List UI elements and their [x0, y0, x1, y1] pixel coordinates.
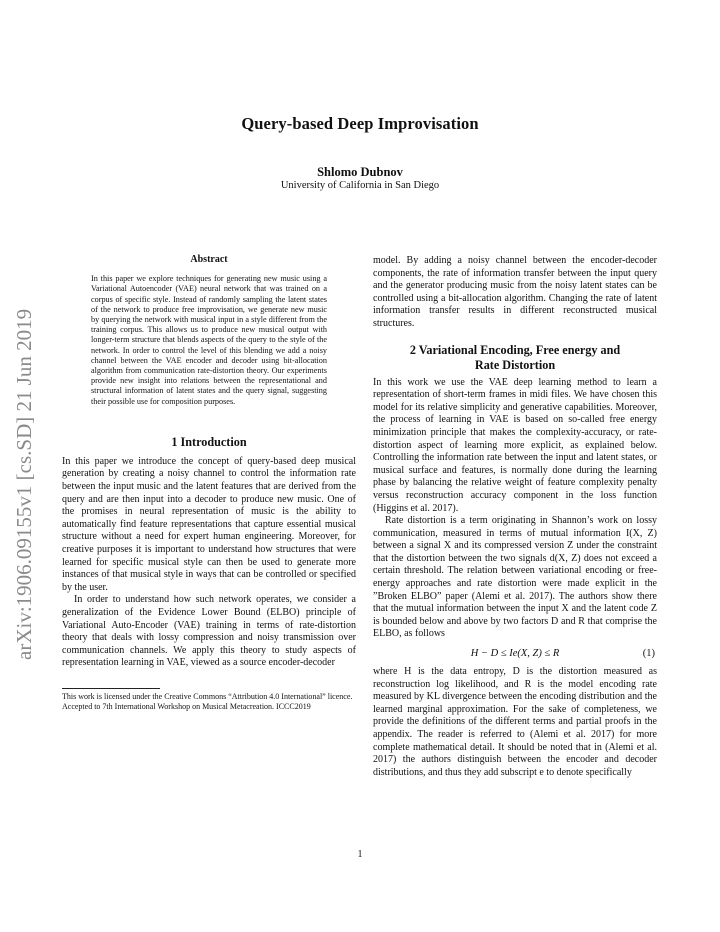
- paper-title: Query-based Deep Improvisation: [241, 114, 479, 133]
- abstract-text: In this paper we explore techniques for generating new music using a Variational Autoencoder (VAE) neural network that was trained on a corpus of specific style. Instead of randomly sampling the latent states of the network to produce free improvisation, we generate new music by querying the network with musical input in a style different from the training corpus. This allows us to produce new musical output with longer-term structure that blends aspects of the query to the style of the network. In order to control the level of this blending we add a noisy channel between the VAE encoder and decoder using bit-allocation algorithm from communication rate-distortion theory. Our experiments provide new insight into relations between the representational and structural information of latent states and the query signal, suggesting their possible use for composition purposes.: [91, 274, 327, 406]
- left-column: [62, 255, 356, 712]
- intro-paragraph-2: In order to understand how such network operates, we consider a generalization of the Evidence Lower Bound (ELBO) principle of Variational Auto-Encoder (VAE) training in terms of rate-distortion theory that deals with lossy compression and noisy transmission over communication channels. We apply this theory to study aspects of representation learning in VAE, viewed as a source encoder-decoder: [62, 594, 356, 669]
- section-2-paragraph-1: In this work we use the VAE deep learning method to learn a representation of short-term frames in midi files. We have chosen this model for its relative simplicity and generative capabilities. Moreover, the process of learning in VAE is based on so-called free energy minimization principle that makes the complexity-accuracy, or rate-distortion aspect of learning more explicit, as explained below. Controlling the information rate between the input and latent states, or musical surface and features, is normally done during the learning phase by balancing the relative weight of feature complexity penalty versus reconstruction accuracy component in the loss function (Higgins et al. 2017).: [373, 376, 657, 514]
- section-2-paragraph-3: where H is the data entropy, D is the distortion measured as reconstruction log likelihood, and R is the model encoding rate measured by KL divergence between the encoding distribution and the learned marginal approximation. For the sake of completeness, we provide the definitions of the different terms and partial proofs in the appendix. The reader is referred to (Alemi et al. 2017) for more complete mathematical detail. It should be noted that in (Alemi et al. 2017) the authors distinguish between the encoder and decoder distributions, and thus they add subscript e to denote specifically: [373, 666, 657, 778]
- footnote-divider: [62, 688, 160, 689]
- section-2-heading: [373, 343, 657, 373]
- intro-paragraph-1: In this paper we introduce the concept of query-based deep musical generation by creating a noisy channel to control the information rate between the input music and the latent features that are derived from the query and are then input into a decoder to produce new music. One of the promises in neural representation of music is the ability to automatically find feature representations that capture essential musical structure without a need for expert human engineering. Moreover, for creative purposes it is important to understand how structures that were learned for specific musical style can then be used to generate more instances of that musical style in ways that can be controlled or specified by the user.: [62, 455, 356, 593]
- abstract-heading: Abstract: [190, 254, 228, 265]
- page-number: 1: [357, 849, 363, 860]
- license-footnote: This work is licensed under the Creative Commons “Attribution 4.0 International” licence.: [62, 691, 353, 701]
- author-name: Shlomo Dubnov: [317, 165, 403, 179]
- arxiv-identifier: arXiv:1906.09155v1 [cs.SD] 21 Jun 2019: [12, 308, 36, 660]
- section-1-heading: 1 Introduction: [171, 434, 247, 449]
- venue-footnote: Accepted to 7th International Workshop on Musical Metacreation. ICCC2019: [62, 701, 311, 711]
- abstract-block: [62, 255, 356, 407]
- author-affiliation: University of California in San Diego: [280, 180, 440, 191]
- continuation-paragraph: model. By adding a noisy channel between the encoder-decoder components, the rate of information transfer between the input query and the generator producing music from the noisy latent states can be controlled using a bit-allocation algorithm. Changing the rate of latent information transfer results in different reconstructed musical structures.: [373, 255, 657, 329]
- section-2-heading-line-2: Rate Distortion: [474, 357, 556, 372]
- equation-expression: H − D ≤ Ie(X, Z) ≤ R: [470, 648, 560, 660]
- equation-number: (1): [642, 648, 655, 660]
- equation-1: [373, 645, 657, 663]
- section-2-heading-line-1: 2 Variational Encoding, Free energy and: [409, 342, 621, 357]
- right-column: [373, 255, 657, 779]
- section-2-paragraph-2: Rate distortion is a term originating in Shannon’s work on lossy communication, measured in terms of mutual information I(X, Z) between a signal X and its compressed version Z under the constraint that the distortion between the two signals d(X, Z) does not exceed a certain threshold. The relation between variational encoding or free-energy approaches and rate distortion were made explicit in the ”Broken ELBO” paper (Alemi et al. 2017). The authors show there that the mutual information between the input X and the latent code Z is bounded below and above by two factors D and R that comprise the ELBO, as follows: [373, 515, 657, 640]
